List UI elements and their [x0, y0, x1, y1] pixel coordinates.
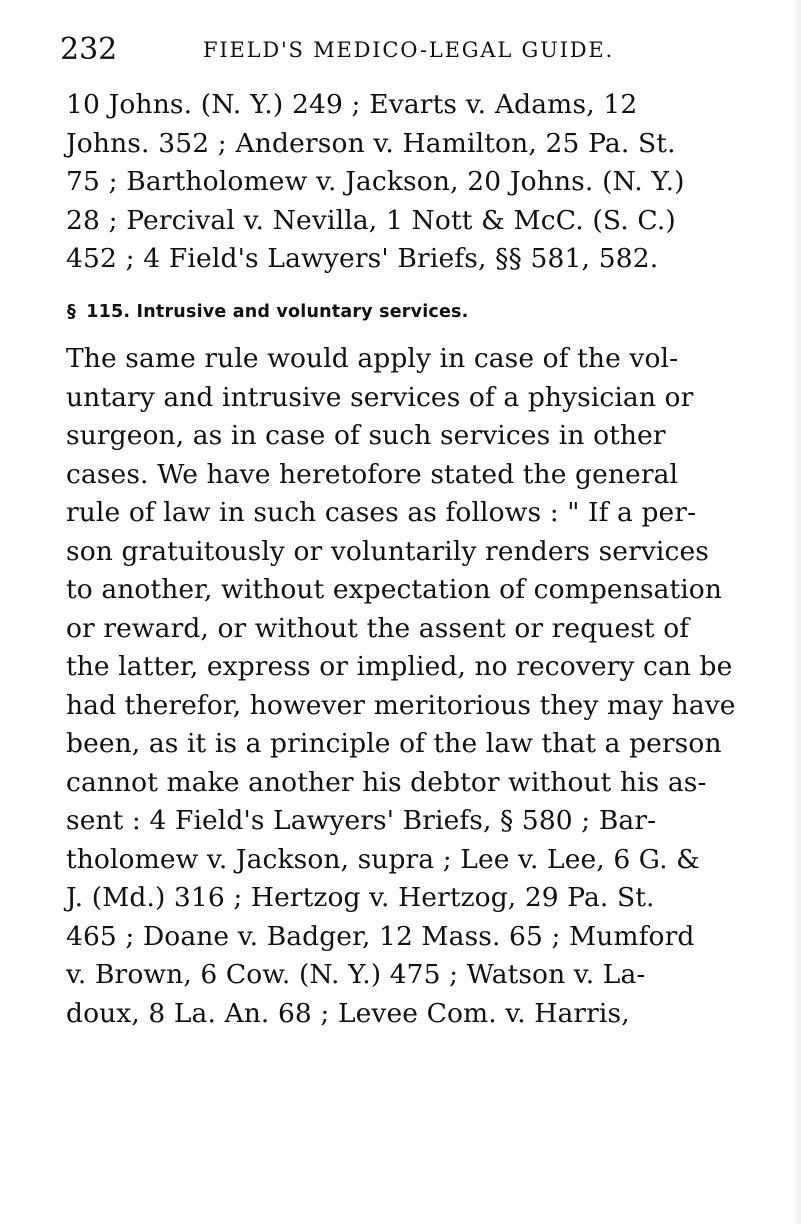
section-title: Intrusive and voluntary services. — [136, 302, 469, 322]
running-title: FIELD'S MEDICO-LEGAL GUIDE. — [203, 38, 614, 62]
page-number: 232 — [60, 32, 118, 67]
text-line: to another, without expectation of compensation — [66, 574, 723, 605]
text-line: The same rule would apply in case of the vol- — [66, 343, 679, 374]
text-line: doux, 8 La. An. 68 ; Levee Com. v. Harris, — [66, 997, 630, 1029]
text-line: 465 ; Doane v. Badger, 12 Mass. 65 ; Mumford — [66, 920, 695, 952]
section-number: 115. — [86, 302, 131, 322]
body-paragraph — [66, 340, 736, 1033]
text-line: cannot make another his debtor without his as- — [66, 766, 707, 798]
citation-paragraph — [66, 86, 736, 279]
text-line: sent : 4 Field's Lawyers' Briefs, § 580 ; Bar- — [66, 805, 657, 836]
scan-edge-shading — [791, 0, 801, 1224]
section-heading — [67, 302, 469, 322]
text-line: 28 ; Percival v. Nevilla, 1 Nott & McC. (S. C.) — [66, 204, 676, 236]
text-line: 452 ; 4 Field's Lawyers' Briefs, §§ 581, 582. — [66, 243, 659, 274]
text-line: or reward, or without the assent or request of — [66, 612, 690, 644]
text-line: tholomew v. Jackson, supra ; Lee v. Lee, 6 G. & — [66, 843, 700, 875]
text-line: Johns. 352 ; Anderson v. Hamilton, 25 Pa. St. — [66, 127, 676, 159]
text-line: son gratuitously or voluntarily renders services — [66, 535, 709, 567]
text-line: J. (Md.) 316 ; Hertzog v. Hertzog, 29 Pa. St. — [66, 882, 655, 913]
text-line: surgeon, as in case of such services in other — [66, 420, 666, 451]
text-line: v. Brown, 6 Cow. (N. Y.) 475 ; Watson v. La- — [66, 959, 646, 990]
text-line: had therefor, however meritorious they may have — [66, 689, 736, 721]
text-line: 75 ; Bartholomew v. Jackson, 20 Johns. (N. Y.) — [66, 166, 685, 197]
text-line: untary and intrusive services of a physician or — [66, 381, 694, 413]
text-line: been, as it is a principle of the law that a person — [66, 728, 722, 759]
running-head — [60, 32, 760, 68]
text-line: cases. We have heretofore stated the general — [66, 458, 679, 490]
section-symbol: § — [67, 302, 76, 322]
text-line: 10 Johns. (N. Y.) 249 ; Evarts v. Adams, 12 — [66, 89, 638, 120]
text-line: the latter, express or implied, no recovery can be — [66, 651, 733, 682]
text-line: rule of law in such cases as follows : " If a per- — [66, 497, 697, 528]
